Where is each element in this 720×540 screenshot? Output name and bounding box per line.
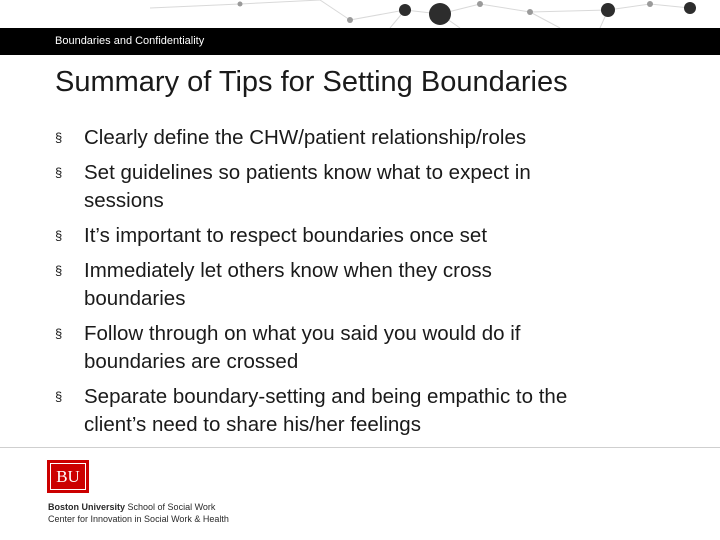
bullet-item — [55, 222, 675, 250]
school-name: School of Social Work — [127, 502, 216, 512]
bullet-text: boundaries — [84, 287, 186, 310]
header-bar — [0, 28, 720, 55]
bullet-marker: § — [55, 165, 63, 180]
bullet-text: Clearly define the CHW/patient relationship/roles — [84, 126, 527, 149]
section-title: Boundaries and Confidentiality — [55, 35, 205, 47]
university-name: Boston University — [48, 502, 126, 512]
bullet-text: sessions — [84, 189, 164, 212]
bullet-text: Follow through on what you said you would do if — [84, 322, 521, 345]
bu-logo-text: BU — [50, 463, 86, 490]
bullet-item — [55, 159, 675, 215]
bullet-marker: § — [55, 130, 63, 145]
bullet-text: It’s important to respect boundaries once set — [84, 224, 488, 247]
bullet-marker: § — [55, 263, 63, 278]
footer-divider — [0, 447, 720, 448]
bullet-item — [55, 320, 675, 376]
bullet-text: Separate boundary-setting and being empathic to the — [84, 385, 568, 408]
bullet-marker: § — [55, 326, 63, 341]
bu-logo — [47, 460, 89, 493]
bullet-list — [55, 124, 675, 446]
bullet-text: client’s need to share his/her feelings — [84, 413, 421, 436]
bullet-marker: § — [55, 389, 63, 404]
bullet-marker: § — [55, 228, 63, 243]
bullet-item — [55, 383, 675, 439]
bullet-text: Immediately let others know when they cross — [84, 259, 492, 282]
footer-school-line — [48, 502, 215, 512]
slide-title: Summary of Tips for Setting Boundaries — [55, 66, 568, 98]
bullet-text: Set guidelines so patients know what to expect in — [84, 161, 531, 184]
bullet-item — [55, 257, 675, 313]
bullet-text: boundaries are crossed — [84, 350, 299, 373]
bullet-item — [55, 124, 675, 152]
footer-center-line: Center for Innovation in Social Work & Health — [48, 514, 229, 524]
network-graphic — [0, 0, 720, 28]
